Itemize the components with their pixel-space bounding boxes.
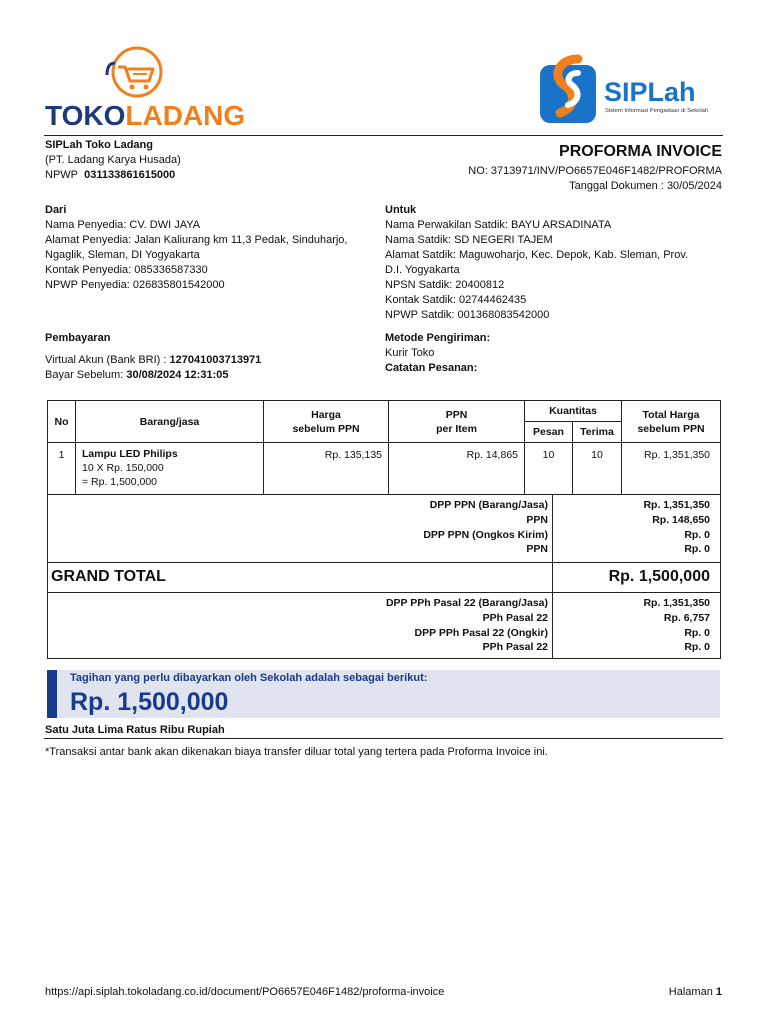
shipping-method: Kurir Toko [385, 347, 435, 359]
virtual-account: Virtual Akun (Bank BRI) : 127041003713971 [45, 354, 262, 366]
col-header-ordered: Pesan [525, 422, 573, 443]
col-header-item: Barang/jasa [76, 401, 264, 443]
summary-value: Rp. 1,351,350 [643, 499, 710, 511]
pph-label: PPh Pasal 22 [482, 612, 548, 624]
svg-text:SIPLah: SIPLah [604, 77, 696, 107]
summary-value: Rp. 148,650 [652, 514, 710, 526]
summary-label: DPP PPN (Barang/Jasa) [429, 499, 548, 511]
row-ordered: 10 [525, 443, 573, 495]
svg-text:TOKOLADANG: TOKOLADANG [45, 100, 246, 131]
from-line: Kontak Penyedia: 085336587330 [45, 264, 208, 276]
bill-amount-words: Satu Juta Lima Ratus Ribu Rupiah [45, 724, 225, 736]
table-row [48, 443, 721, 495]
to-line: Alamat Satdik: Maguwoharjo, Kec. Depok, Kab. Sleman, Prov. [385, 249, 689, 261]
page-number: Halaman 1 [668, 986, 722, 998]
row-item: Lampu LED Philips 10 X Rp. 150,000 = Rp. 1,500,000 [76, 443, 264, 495]
pph-label: DPP PPh Pasal 22 (Barang/Jasa) [385, 597, 548, 609]
summary-label: PPN [526, 514, 548, 526]
to-line: Kontak Satdik: 02744462435 [385, 294, 527, 306]
grand-total-label: GRAND TOTAL [51, 568, 166, 585]
summary-value: Rp. 0 [684, 529, 710, 541]
to-line: NPWP Satdik: 001368083542000 [385, 309, 550, 321]
summary-value: Rp. 0 [684, 543, 710, 555]
to-line: NPSN Satdik: 20400812 [385, 279, 505, 291]
pph-value: Rp. 0 [684, 627, 710, 639]
row-ppn: Rp. 14,865 [389, 443, 525, 495]
items-table [47, 400, 721, 495]
col-header-total: Total Harga sebelum PPN [622, 401, 721, 443]
payment-due: Bayar Sebelum: 30/08/2024 12:31:05 [45, 369, 229, 381]
to-line: Nama Perwakilan Satdik: BAYU ARSADINATA [385, 219, 612, 231]
siplah-logo [538, 55, 728, 127]
pph-value: Rp. 6,757 [663, 612, 710, 624]
row-no: 1 [48, 443, 76, 495]
transfer-note: *Transaksi antar bank akan dikenakan biaya transfer diluar total yang tertera pada Proforma Invoice ini. [45, 746, 548, 758]
pph-value: Rp. 0 [684, 641, 710, 653]
col-header-price: Harga sebelum PPN [264, 401, 389, 443]
tokoladang-logo [45, 45, 246, 131]
col-header-ppn: PPN per Item [389, 401, 525, 443]
company-legal-name: (PT. Ladang Karya Husada) [45, 154, 181, 166]
to-line: Nama Satdik: SD NEGERI TAJEM [385, 234, 553, 246]
col-header-no: No [48, 401, 76, 443]
payment-heading: Pembayaran [45, 332, 111, 344]
pph-summary-box [47, 592, 721, 659]
row-received: 10 [573, 443, 622, 495]
from-heading: Dari [45, 204, 67, 216]
invoice-number: NO: 3713971/INV/PO6657E046F1482/PROFORMA [468, 165, 722, 177]
pph-value: Rp. 1,351,350 [643, 597, 710, 609]
pph-label: PPh Pasal 22 [482, 641, 548, 653]
ppn-summary-box [47, 494, 721, 563]
svg-text:Sistem Informasi Pengadaan di: Sistem Informasi Pengadaan di Sekolah [605, 108, 709, 114]
row-price: Rp. 135,135 [264, 443, 389, 495]
bill-caption: Tagihan yang perlu dibayarkan oleh Sekolah adalah sebagai berikut: [70, 672, 428, 684]
shipping-heading: Metode Pengiriman: [385, 332, 491, 344]
to-heading: Untuk [385, 204, 417, 216]
shopping-cart-icon [107, 48, 161, 96]
bill-banner-accent [47, 670, 57, 718]
bill-amount: Rp. 1,500,000 [70, 688, 229, 716]
pph-label: DPP PPh Pasal 22 (Ongkir) [414, 627, 548, 639]
row-total: Rp. 1,351,350 [622, 443, 721, 495]
header-divider [44, 135, 723, 136]
from-line: Alamat Penyedia: Jalan Kaliurang km 11,3 Pedak, Sinduharjo, [45, 234, 348, 246]
company-name: SIPLah Toko Ladang [45, 139, 153, 151]
bill-divider [44, 738, 723, 739]
summary-label: PPN [526, 543, 548, 555]
grand-total-value: Rp. 1,500,000 [608, 568, 710, 585]
summary-label: DPP PPN (Ongkos Kirim) [423, 529, 548, 541]
invoice-title: PROFORMA INVOICE [559, 143, 722, 160]
order-notes-heading: Catatan Pesanan: [385, 362, 478, 374]
company-npwp: NPWP 031133861615000 [45, 169, 176, 181]
from-line: NPWP Penyedia: 026835801542000 [45, 279, 225, 291]
col-header-qty: Kuantitas [525, 401, 622, 422]
to-line: D.I. Yogyakarta [385, 264, 460, 276]
invoice-date: Tanggal Dokumen : 30/05/2024 [569, 180, 722, 192]
col-header-received: Terima [573, 422, 622, 443]
from-line: Ngaglik, Sleman, DI Yogyakarta [45, 249, 200, 261]
document-url[interactable]: https://api.siplah.tokoladang.co.id/document/PO6657E046F1482/proforma-invoice [45, 986, 445, 998]
from-line: Nama Penyedia: CV. DWI JAYA [45, 219, 201, 231]
